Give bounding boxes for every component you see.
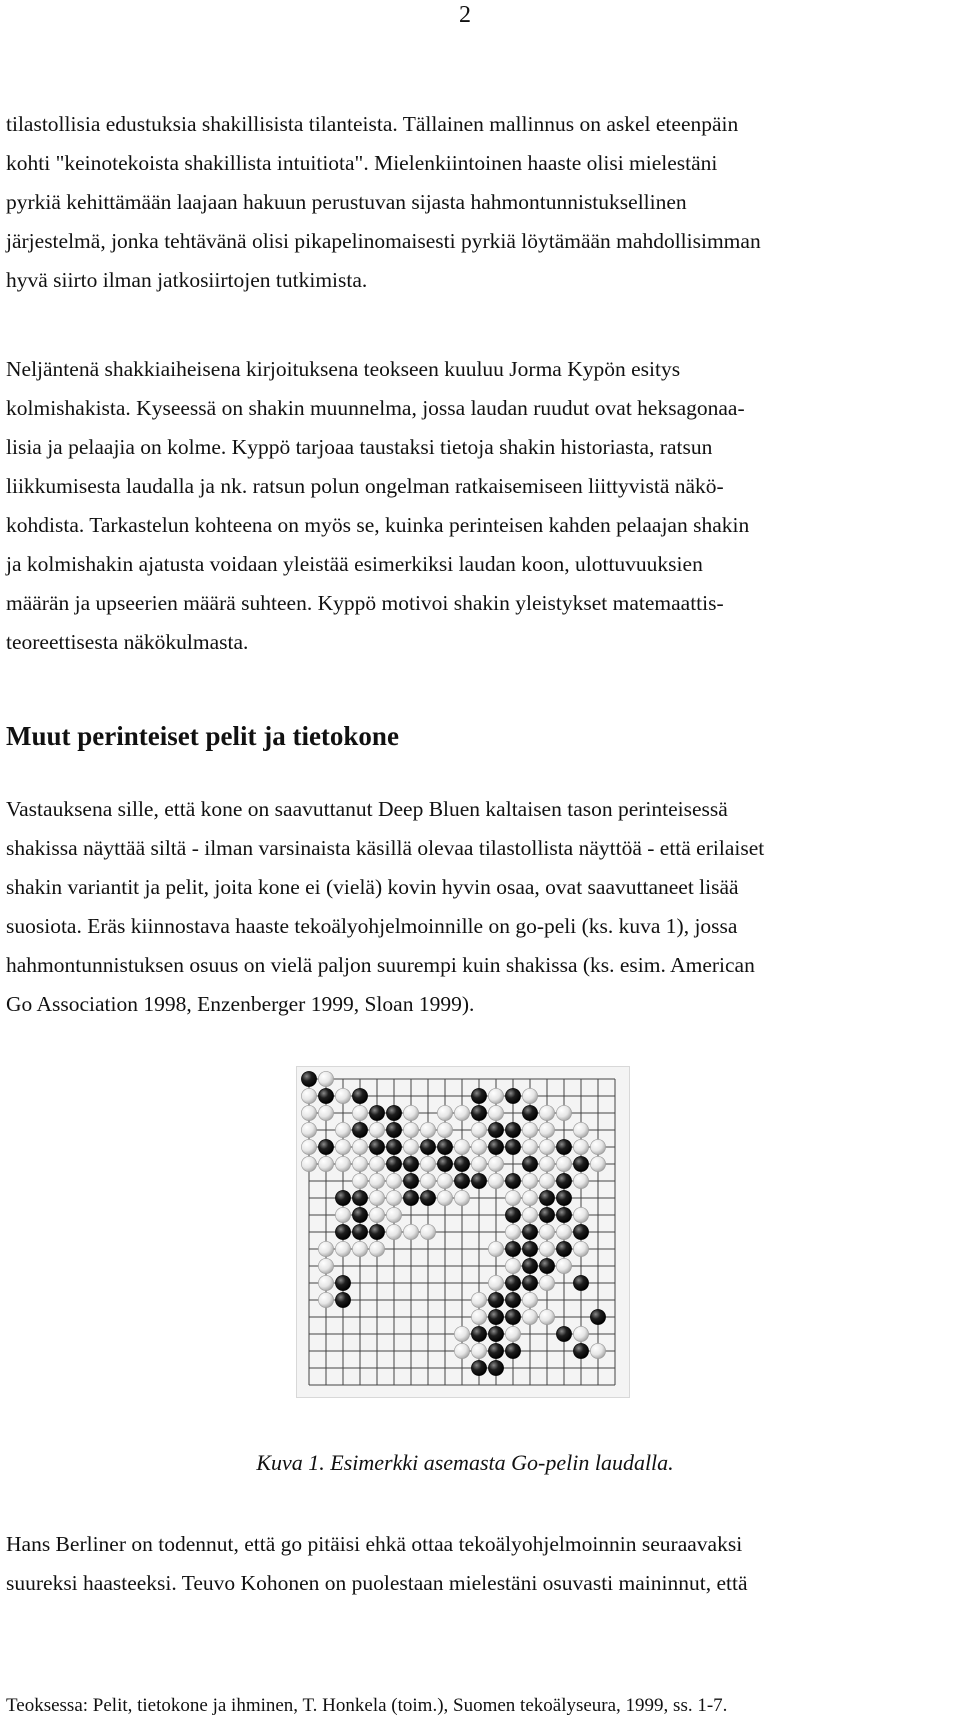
white-stone (301, 1139, 316, 1154)
black-stone (505, 1139, 520, 1154)
white-stone (437, 1122, 452, 1137)
white-stone (301, 1122, 316, 1137)
black-stone (505, 1309, 520, 1324)
white-stone (488, 1275, 503, 1290)
white-stone (539, 1241, 554, 1256)
black-stone (556, 1190, 571, 1205)
black-stone (505, 1241, 520, 1256)
white-stone (403, 1139, 418, 1154)
black-stone (386, 1156, 401, 1171)
text-line: suureksi haasteeksi. Teuvo Kohonen on puolestaan mielestäni osuvasti maininnut, että (6, 1571, 748, 1595)
white-stone (301, 1088, 316, 1103)
white-stone (454, 1139, 469, 1154)
white-stone (420, 1122, 435, 1137)
black-stone (437, 1139, 452, 1154)
black-stone (539, 1258, 554, 1273)
white-stone (318, 1241, 333, 1256)
white-stone (369, 1173, 384, 1188)
black-stone (352, 1122, 367, 1137)
black-stone (573, 1156, 588, 1171)
white-stone (386, 1190, 401, 1205)
white-stone (335, 1156, 350, 1171)
black-stone (573, 1343, 588, 1358)
black-stone (403, 1173, 418, 1188)
black-stone (318, 1139, 333, 1154)
text-line: Vastauksena sille, että kone on saavuttanut Deep Bluen kaltaisen tason perinteisessä (6, 797, 728, 821)
white-stone (471, 1343, 486, 1358)
white-stone (488, 1088, 503, 1103)
white-stone (573, 1173, 588, 1188)
text-line: Neljäntenä shakkiaiheisena kirjoituksena teokseen kuuluu Jorma Kypön esitys (6, 357, 681, 381)
white-stone (539, 1156, 554, 1171)
black-stone (556, 1207, 571, 1222)
white-stone (335, 1241, 350, 1256)
white-stone (386, 1173, 401, 1188)
white-stone (590, 1343, 605, 1358)
white-stone (522, 1173, 537, 1188)
black-stone (488, 1122, 503, 1137)
text-line: pyrkiä kehittämään laajaan hakuun perustuvan sijasta hahmontunnistuksellinen (6, 190, 687, 214)
white-stone (318, 1156, 333, 1171)
black-stone (386, 1105, 401, 1120)
black-stone (556, 1326, 571, 1341)
white-stone (386, 1224, 401, 1239)
black-stone (335, 1275, 350, 1290)
black-stone (352, 1190, 367, 1205)
black-stone (556, 1173, 571, 1188)
black-stone (471, 1326, 486, 1341)
white-stone (539, 1122, 554, 1137)
black-stone (420, 1139, 435, 1154)
paragraph-4 (6, 1525, 960, 1603)
white-stone (369, 1190, 384, 1205)
white-stone (505, 1326, 520, 1341)
text-line: liikkumisesta laudalla ja nk. ratsun polun ongelman ratkaisemiseen liittyvistä näkö- (6, 474, 724, 498)
white-stone (505, 1258, 520, 1273)
white-stone (471, 1139, 486, 1154)
black-stone (335, 1224, 350, 1239)
white-stone (335, 1088, 350, 1103)
white-stone (318, 1275, 333, 1290)
white-stone (556, 1156, 571, 1171)
black-stone (318, 1088, 333, 1103)
black-stone (505, 1275, 520, 1290)
white-stone (573, 1326, 588, 1341)
black-stone (522, 1156, 537, 1171)
white-stone (369, 1241, 384, 1256)
white-stone (318, 1258, 333, 1273)
text-line: hyvä siirto ilman jatkosiirtojen tutkimista. (6, 268, 368, 292)
white-stone (488, 1105, 503, 1120)
text-line: Hans Berliner on todennut, että go pitäisi ehkä ottaa tekoälyohjelmoinnin seuraavaksi (6, 1532, 743, 1556)
text-line: suosiota. Eräs kiinnostava haaste tekoälyohjelmoinnille on go-peli (ks. kuva 1), jossa (6, 914, 738, 938)
white-stone (335, 1207, 350, 1222)
text-line: shakissa näyttää siltä - ilman varsinaista käsillä olevaa tilastollista näyttöä - että erilaiset (6, 836, 765, 860)
white-stone (352, 1241, 367, 1256)
white-stone (556, 1224, 571, 1239)
text-line: shakin variantit ja pelit, joita kone ei (vielä) kovin hyvin osaa, ovat saavuttaneet lisää (6, 875, 739, 899)
text-line: teoreettisesta näkökulmasta. (6, 630, 249, 654)
black-stone (301, 1071, 316, 1086)
black-stone (488, 1309, 503, 1324)
white-stone (539, 1139, 554, 1154)
white-stone (556, 1105, 571, 1120)
page-number: 2 (459, 2, 471, 28)
black-stone (505, 1088, 520, 1103)
text-line: kohti "keinotekoista shakillista intuitiota". Mielenkiintoinen haaste olisi mielestäni (6, 151, 718, 175)
black-stone (335, 1190, 350, 1205)
white-stone (539, 1309, 554, 1324)
black-stone (386, 1139, 401, 1154)
white-stone (318, 1292, 333, 1307)
black-stone (590, 1309, 605, 1324)
white-stone (420, 1224, 435, 1239)
black-stone (386, 1122, 401, 1137)
white-stone (522, 1292, 537, 1307)
text-line: kolmishakista. Kyseessä on shakin muunnelma, jossa laudan ruudut ovat heksagonaa- (6, 396, 745, 420)
white-stone (403, 1224, 418, 1239)
black-stone (505, 1122, 520, 1137)
white-stone (505, 1224, 520, 1239)
white-stone (539, 1105, 554, 1120)
black-stone (522, 1275, 537, 1290)
white-stone (335, 1122, 350, 1137)
white-stone (505, 1190, 520, 1205)
white-stone (590, 1156, 605, 1171)
black-stone (471, 1173, 486, 1188)
text-line: lisia ja pelaajia on kolme. Kyppö tarjoaa taustaksi tietoja shakin historiasta, ratsun (6, 435, 713, 459)
figure-caption: Kuva 1. Esimerkki asemasta Go-pelin laudalla. (256, 1450, 674, 1475)
white-stone (471, 1122, 486, 1137)
white-stone (335, 1139, 350, 1154)
black-stone (505, 1343, 520, 1358)
black-stone (505, 1173, 520, 1188)
black-stone (488, 1360, 503, 1375)
white-stone (454, 1343, 469, 1358)
go-board-figure (296, 1066, 630, 1398)
white-stone (522, 1088, 537, 1103)
white-stone (556, 1258, 571, 1273)
footnote: Teoksessa: Pelit, tietokone ja ihminen, T. Honkela (toim.), Suomen tekoälyseura, 1999, ss. 1-7. (6, 1695, 728, 1716)
white-stone (301, 1156, 316, 1171)
white-stone (403, 1105, 418, 1120)
white-stone (471, 1292, 486, 1307)
black-stone (454, 1173, 469, 1188)
white-stone (386, 1207, 401, 1222)
white-stone (454, 1190, 469, 1205)
black-stone (505, 1292, 520, 1307)
black-stone (522, 1224, 537, 1239)
black-stone (369, 1224, 384, 1239)
black-stone (522, 1105, 537, 1120)
white-stone (301, 1105, 316, 1120)
black-stone (573, 1224, 588, 1239)
text-line: määrän ja upseerien määrä suhteen. Kyppö motivoi shakin yleistykset matemaattis- (6, 591, 724, 615)
white-stone (454, 1326, 469, 1341)
black-stone (488, 1343, 503, 1358)
paragraph-1 (6, 105, 960, 300)
white-stone (522, 1122, 537, 1137)
text-line: kohdista. Tarkastelun kohteena on myös se, kuinka perinteisen kahden pelaajan shakin (6, 513, 750, 537)
black-stone (522, 1241, 537, 1256)
section-heading: Muut perinteiset pelit ja tietokone (6, 721, 399, 751)
black-stone (539, 1207, 554, 1222)
white-stone (471, 1309, 486, 1324)
black-stone (369, 1139, 384, 1154)
white-stone (318, 1105, 333, 1120)
white-stone (590, 1139, 605, 1154)
white-stone (522, 1139, 537, 1154)
white-stone (420, 1173, 435, 1188)
black-stone (403, 1190, 418, 1205)
black-stone (403, 1156, 418, 1171)
text-line: hahmontunnistuksen osuus on vielä paljon suurempi kuin shakissa (ks. esim. American (6, 953, 755, 977)
black-stone (556, 1139, 571, 1154)
black-stone (471, 1088, 486, 1103)
white-stone (573, 1122, 588, 1137)
black-stone (437, 1156, 452, 1171)
white-stone (420, 1156, 435, 1171)
white-stone (522, 1309, 537, 1324)
black-stone (556, 1241, 571, 1256)
white-stone (352, 1156, 367, 1171)
paragraph-2 (6, 350, 960, 662)
white-stone (369, 1156, 384, 1171)
white-stone (488, 1173, 503, 1188)
black-stone (505, 1207, 520, 1222)
paragraph-3 (6, 790, 960, 1024)
white-stone (471, 1156, 486, 1171)
white-stone (539, 1275, 554, 1290)
black-stone (488, 1326, 503, 1341)
white-stone (573, 1139, 588, 1154)
white-stone (352, 1139, 367, 1154)
black-stone (573, 1275, 588, 1290)
text-line: ja kolmishakin ajatusta voidaan yleistää esimerkiksi laudan koon, ulottuvuuksien (6, 552, 703, 576)
white-stone (352, 1173, 367, 1188)
black-stone (488, 1139, 503, 1154)
white-stone (369, 1122, 384, 1137)
white-stone (522, 1207, 537, 1222)
white-stone (437, 1105, 452, 1120)
black-stone (352, 1207, 367, 1222)
text-line: tilastollisia edustuksia shakillisista tilanteista. Tällainen mallinnus on askel eteenpäin (6, 112, 739, 136)
white-stone (369, 1207, 384, 1222)
black-stone (471, 1105, 486, 1120)
black-stone (522, 1258, 537, 1273)
black-stone (539, 1190, 554, 1205)
white-stone (437, 1190, 452, 1205)
white-stone (539, 1173, 554, 1188)
go-board (297, 1067, 629, 1397)
black-stone (352, 1088, 367, 1103)
black-stone (369, 1105, 384, 1120)
black-stone (352, 1224, 367, 1239)
text-line: järjestelmä, jonka tehtävänä olisi pikapelinomaisesti pyrkiä löytämään mahdollisimman (6, 229, 761, 253)
black-stone (454, 1156, 469, 1171)
white-stone (539, 1224, 554, 1239)
white-stone (488, 1156, 503, 1171)
white-stone (454, 1105, 469, 1120)
white-stone (318, 1071, 333, 1086)
white-stone (573, 1207, 588, 1222)
white-stone (437, 1173, 452, 1188)
white-stone (488, 1241, 503, 1256)
white-stone (573, 1241, 588, 1256)
text-line: Go Association 1998, Enzenberger 1999, Sloan 1999). (6, 992, 475, 1016)
white-stone (352, 1105, 367, 1120)
white-stone (522, 1190, 537, 1205)
white-stone (403, 1122, 418, 1137)
black-stone (420, 1190, 435, 1205)
black-stone (471, 1360, 486, 1375)
black-stone (488, 1292, 503, 1307)
black-stone (335, 1292, 350, 1307)
